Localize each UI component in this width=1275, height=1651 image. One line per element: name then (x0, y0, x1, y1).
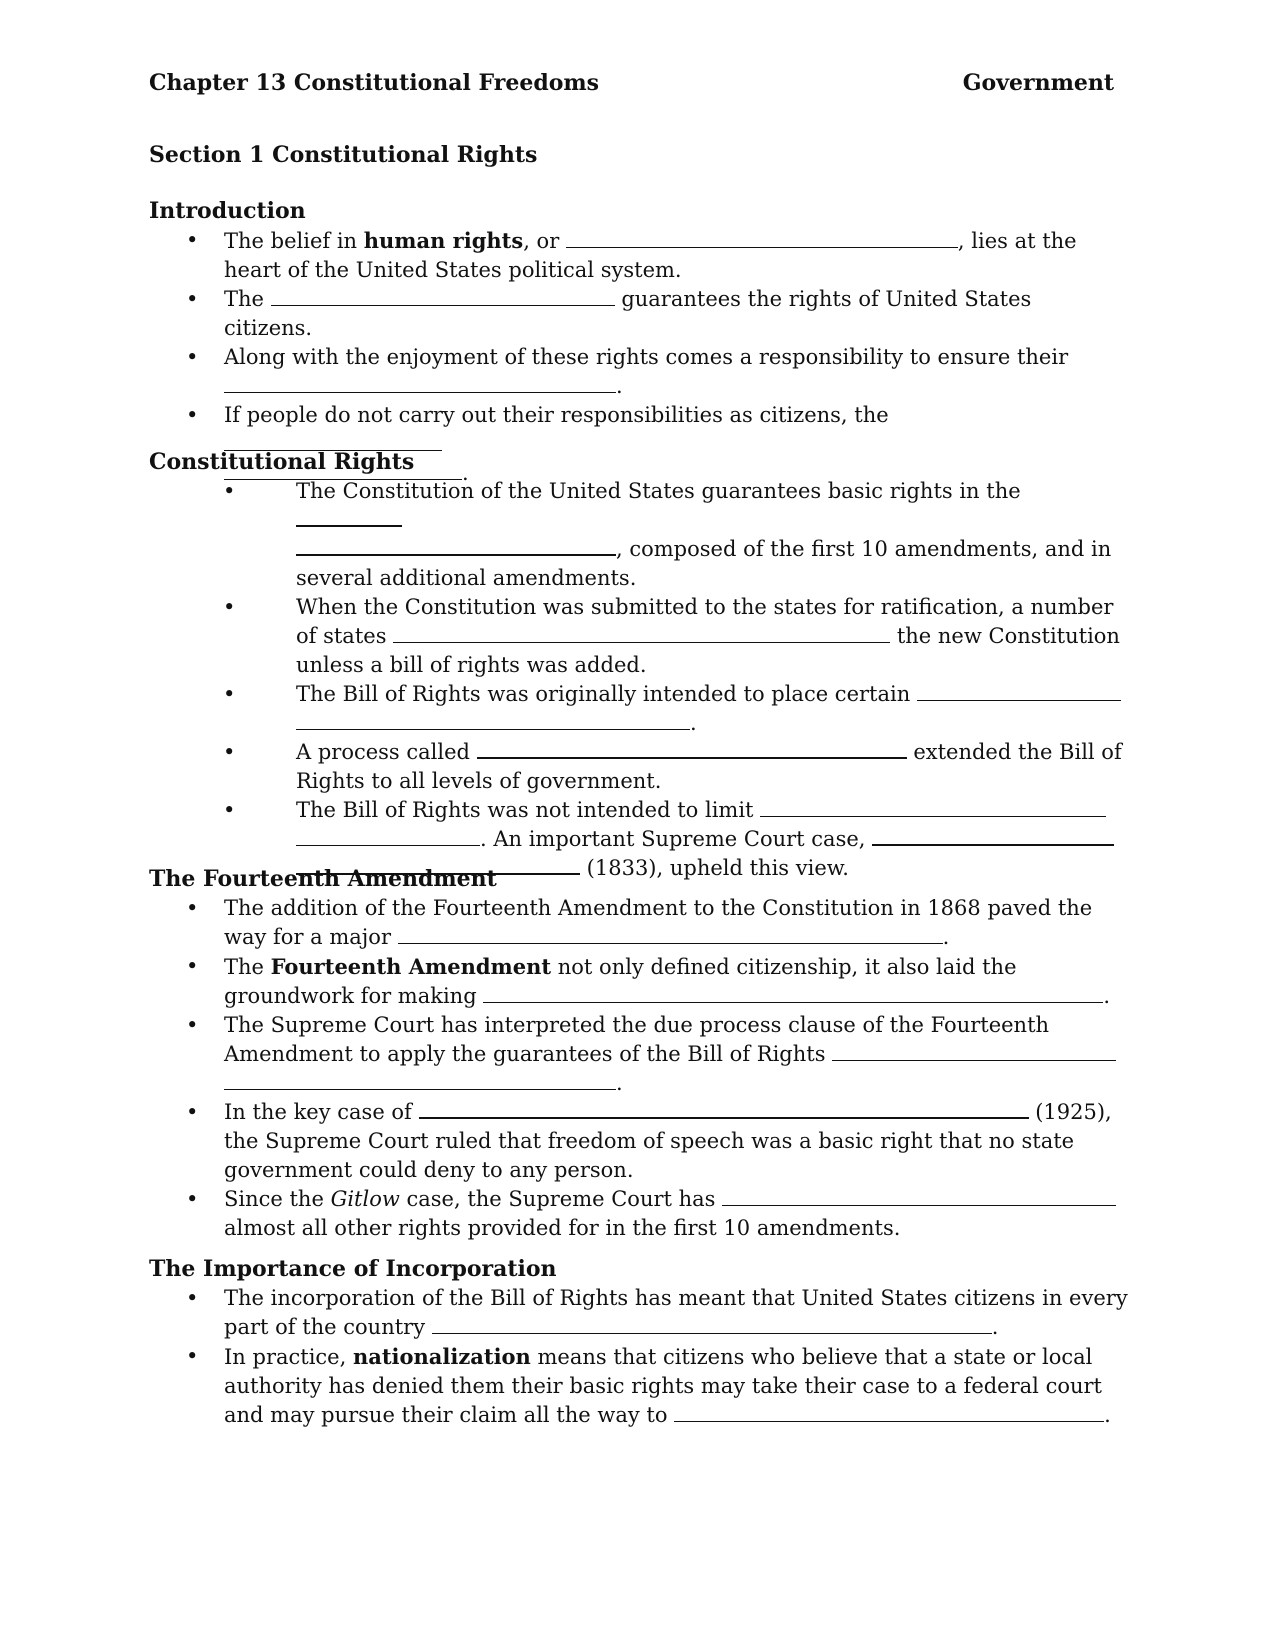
list-item: • When the Constitution was submitted to the states for ratification, a number of states the new Constitution unless a bill of rights was added. (222, 593, 1122, 680)
list-item: • The Constitution of the United States guarantees basic rights in the , composed of the first 10 amendments, and in several additional amendments. (222, 477, 1122, 593)
introduction-heading: Introduction (149, 198, 306, 224)
fill-in-blank[interactable] (296, 506, 402, 527)
page-header (149, 70, 1114, 104)
list-item: • The addition of the Fourteenth Amendment to the Constitution in 1868 paved the way for a major . (149, 894, 1124, 952)
list-item: • In practice, nationalization means that citizens who believe that a state or local authority has denied them their basic rights may take their case to a federal court and may pursue their claim all the way to . (149, 1342, 1134, 1430)
constitutional-rights-heading: Constitutional Rights (149, 449, 415, 475)
section-title: Section 1 Constitutional Rights (149, 142, 538, 168)
fill-in-blank[interactable] (872, 825, 1114, 846)
fill-in-blank[interactable] (393, 623, 890, 643)
chapter-title: Chapter 13 Constitutional Freedoms (149, 70, 600, 96)
fill-in-blank[interactable] (296, 826, 480, 846)
incorporation-heading: The Importance of Incorporation (149, 1256, 557, 1282)
fourteenth-amendment-list (149, 894, 1124, 1243)
list-item: • The guarantees the rights of United States citizens. (149, 285, 1109, 343)
fill-in-blank[interactable] (760, 797, 1106, 817)
subject-label: Government (962, 70, 1114, 96)
constitutional-rights-list (222, 477, 1122, 883)
list-item: • The Bill of Rights was not intended to limit . An important Supreme Court case, (1833), upheld this view. (222, 796, 1122, 883)
fill-in-blank[interactable] (432, 1314, 992, 1334)
fill-in-blank[interactable] (566, 228, 958, 248)
fill-in-blank[interactable] (674, 1402, 1104, 1422)
fill-in-blank[interactable] (917, 681, 1121, 701)
fill-in-blank[interactable] (271, 286, 615, 306)
fill-in-blank[interactable] (296, 710, 690, 730)
list-item: • The incorporation of the Bill of Rights has meant that United States citizens in every part of the country . (149, 1284, 1134, 1342)
fill-in-blank[interactable] (296, 535, 616, 556)
fill-in-blank[interactable] (477, 738, 907, 759)
list-item: • The Supreme Court has interpreted the due process clause of the Fourteenth Amendment to apply the guarantees of the Bill of Rights . (149, 1011, 1124, 1098)
fill-in-blank[interactable] (483, 983, 1103, 1003)
fill-in-blank[interactable] (224, 431, 442, 451)
list-item: • In the key case of (1925), the Supreme Court ruled that freedom of speech was a basic right that no state government could deny to any person. (149, 1098, 1124, 1185)
list-item: • A process called extended the Bill of Rights to all levels of government. (222, 738, 1122, 796)
list-item: • Along with the enjoyment of these rights comes a responsibility to ensure their . (149, 343, 1109, 401)
list-item: • Since the Gitlow case, the Supreme Court has almost all other rights provided for in the first 10 amendments. (149, 1185, 1124, 1243)
list-item: • If people do not carry out their responsibilities as citizens, the . (149, 401, 1109, 488)
fill-in-blank[interactable] (832, 1041, 1116, 1061)
fourteenth-amendment-heading: The Fourteenth Amendment (149, 866, 497, 892)
list-item: • The belief in human rights, or , lies at the heart of the United States political system. (149, 226, 1109, 285)
fill-in-blank[interactable] (398, 924, 943, 944)
list-item: • The Fourteenth Amendment not only defined citizenship, it also laid the groundwork for making . (149, 952, 1124, 1011)
fill-in-blank[interactable] (722, 1186, 1116, 1206)
fill-in-blank[interactable] (419, 1098, 1029, 1119)
list-item: • The Bill of Rights was originally intended to place certain . (222, 680, 1122, 738)
fill-in-blank[interactable] (224, 373, 616, 393)
incorporation-list (149, 1284, 1134, 1430)
fill-in-blank[interactable] (224, 1070, 616, 1090)
